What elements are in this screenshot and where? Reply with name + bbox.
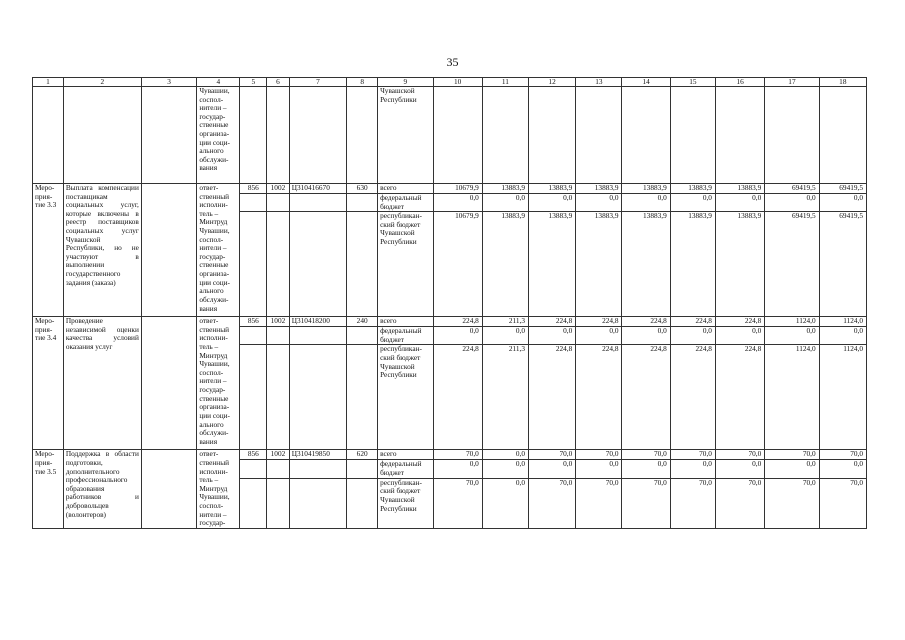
budget-code-empty (347, 194, 378, 212)
amount-cell: 1124,0 (765, 317, 819, 327)
amount-cell: 0,0 (715, 460, 764, 478)
amount-cell: 1124,0 (765, 345, 819, 450)
budget-code-empty (347, 327, 378, 345)
amount-cell: 0,0 (576, 194, 622, 212)
amount-cell: 70,0 (819, 478, 866, 528)
budget-code-empty (289, 460, 347, 478)
activity-executor: ответ- ственный исполни- тель – Минтруд Чувашии, соспол- нители – государ- ственные организа- ции соци- ального обслужи- вания (197, 317, 240, 450)
budget-code-grbs: 856 (240, 450, 267, 460)
amount-cell: 0,0 (622, 327, 670, 345)
amount-cell: 10679,9 (433, 212, 482, 317)
budget-code-empty (347, 345, 378, 450)
amount-cell: 70,0 (765, 450, 819, 460)
amount-cell: 70,0 (433, 478, 482, 528)
column-header: 18 (819, 78, 866, 87)
amount-cell: 211,3 (482, 345, 528, 450)
amount-cell: 13883,9 (715, 184, 764, 194)
activity-name: Меро- прия- тие 3.4 (33, 317, 64, 450)
budget-code-empty (240, 194, 267, 212)
amount-cell: 13883,9 (482, 184, 528, 194)
budget-code-empty (267, 460, 290, 478)
budget-code-empty (347, 460, 378, 478)
amount-cell: 70,0 (765, 478, 819, 528)
amount-cell: 13883,9 (482, 212, 528, 317)
amount-cell: 0,0 (529, 194, 576, 212)
column-header: 15 (670, 78, 715, 87)
column-header: 10 (433, 78, 482, 87)
amount-cell: 13883,9 (670, 212, 715, 317)
column-header: 2 (63, 78, 141, 87)
budget-code-empty (240, 478, 267, 528)
funding-source: федеральный бюджет (378, 327, 433, 345)
amount-cell: 0,0 (433, 327, 482, 345)
amount-cell: 0,0 (433, 194, 482, 212)
amount-cell: 70,0 (576, 478, 622, 528)
amount-cell: 70,0 (576, 450, 622, 460)
column-header: 17 (765, 78, 819, 87)
budget-code-vr: 620 (347, 450, 378, 460)
amount-cell: 0,0 (670, 194, 715, 212)
responsible-empty (141, 184, 196, 317)
column-header: 5 (240, 78, 267, 87)
amount-cell: 224,8 (576, 317, 622, 327)
budget-code-empty (240, 327, 267, 345)
amount-cell: 224,8 (622, 345, 670, 450)
column-header: 8 (347, 78, 378, 87)
budget-code-rzpr: 1002 (267, 450, 290, 460)
funding-source: федеральный бюджет (378, 194, 433, 212)
amount-cell: 224,8 (433, 317, 482, 327)
amount-cell: 0,0 (819, 327, 866, 345)
amount-cell: 13883,9 (576, 184, 622, 194)
amount-cell: 69419,5 (819, 184, 866, 194)
amount-cell: 0,0 (576, 327, 622, 345)
budget-code-empty (289, 345, 347, 450)
amount-cell: 13883,9 (529, 212, 576, 317)
funding-source: республикан- ский бюджет Чувашской Республики (378, 345, 433, 450)
budget-code-empty (240, 212, 267, 317)
budget-code-rzpr: 1002 (267, 184, 290, 194)
amount-cell: 0,0 (765, 327, 819, 345)
amount-cell: 1124,0 (819, 345, 866, 450)
amount-cell: 0,0 (819, 194, 866, 212)
budget-code-empty (347, 212, 378, 317)
amount-cell: 224,8 (670, 317, 715, 327)
amount-cell: 13883,9 (529, 184, 576, 194)
amount-cell: 224,8 (670, 345, 715, 450)
amount-cell: 13883,9 (576, 212, 622, 317)
amount-cell: 0,0 (482, 450, 528, 460)
budget-code-empty (267, 345, 290, 450)
budget-code-csr: Ц310418200 (289, 317, 347, 327)
column-header: 3 (141, 78, 196, 87)
amount-cell: 69419,5 (819, 212, 866, 317)
header-row (33, 78, 867, 87)
budget-code-empty (267, 212, 290, 317)
budget-code-empty (289, 194, 347, 212)
continuation-executor: Чувашии, соспол- нители – государ- ственные организа- ции соци- ального обслужи- вания (197, 87, 240, 184)
activity-row (33, 317, 867, 327)
amount-cell: 70,0 (670, 478, 715, 528)
column-header: 4 (197, 78, 240, 87)
amount-cell: 70,0 (715, 450, 764, 460)
budget-code-grbs: 856 (240, 184, 267, 194)
funding-source: федеральный бюджет (378, 460, 433, 478)
amount-cell: 211,3 (482, 317, 528, 327)
amount-cell: 1124,0 (819, 317, 866, 327)
column-header: 11 (482, 78, 528, 87)
activity-name: Меро- прия- тие 3.5 (33, 450, 64, 528)
amount-cell: 13883,9 (622, 212, 670, 317)
budget-code-empty (289, 478, 347, 528)
amount-cell: 0,0 (482, 194, 528, 212)
activity-row (33, 450, 867, 460)
amount-cell: 70,0 (819, 450, 866, 460)
amount-cell: 0,0 (670, 327, 715, 345)
budget-code-empty (267, 194, 290, 212)
column-header: 16 (715, 78, 764, 87)
funding-source: республикан- ский бюджет Чувашской Республики (378, 212, 433, 317)
amount-cell: 224,8 (529, 345, 576, 450)
amount-cell: 13883,9 (622, 184, 670, 194)
funding-source: всего (378, 184, 433, 194)
amount-cell: 0,0 (715, 327, 764, 345)
amount-cell: 0,0 (576, 460, 622, 478)
activity-executor: ответ- ственный исполни- тель – Минтруд Чувашии, соспол- нители – государ- (197, 450, 240, 528)
budget-code-rzpr: 1002 (267, 317, 290, 327)
amount-cell: 70,0 (622, 450, 670, 460)
column-header: 12 (529, 78, 576, 87)
continuation-row (33, 87, 867, 184)
amount-cell: 69419,5 (765, 184, 819, 194)
amount-cell: 0,0 (529, 460, 576, 478)
amount-cell: 0,0 (765, 194, 819, 212)
amount-cell: 70,0 (622, 478, 670, 528)
amount-cell: 224,8 (529, 317, 576, 327)
budget-code-grbs: 856 (240, 317, 267, 327)
funding-source: всего (378, 450, 433, 460)
activity-title: Выплата компенсации поставщикам социальных услуг, которые включены в реестр поставщиков социальных услуг Чувашской Республики, но не участвуют в выполнении государственного задания (заказа) (63, 184, 141, 317)
amount-cell: 224,8 (433, 345, 482, 450)
column-header: 7 (289, 78, 347, 87)
page-number: 35 (446, 55, 459, 69)
amount-cell: 0,0 (622, 194, 670, 212)
activity-executor: ответ- ственный исполни- тель – Минтруд Чувашии, соспол- нители – государ- ственные организа- ции соци- ального обслужи- вания (197, 184, 240, 317)
amount-cell: 70,0 (529, 450, 576, 460)
budget-code-empty (289, 327, 347, 345)
amount-cell: 13883,9 (670, 184, 715, 194)
budget-code-csr: Ц310416670 (289, 184, 347, 194)
budget-code-empty (267, 478, 290, 528)
activity-name: Меро- прия- тие 3.3 (33, 184, 64, 317)
budget-code-empty (267, 327, 290, 345)
activity-row (33, 184, 867, 194)
amount-cell: 13883,9 (715, 212, 764, 317)
amount-cell: 69419,5 (765, 212, 819, 317)
amount-cell: 10679,9 (433, 184, 482, 194)
budget-code-empty (240, 460, 267, 478)
column-header: 14 (622, 78, 670, 87)
responsible-empty (141, 317, 196, 450)
amount-cell: 0,0 (529, 327, 576, 345)
amount-cell: 224,8 (715, 317, 764, 327)
amount-cell: 0,0 (670, 460, 715, 478)
amount-cell: 224,8 (576, 345, 622, 450)
responsible-empty (141, 450, 196, 528)
budget-code-empty (240, 345, 267, 450)
amount-cell: 70,0 (433, 450, 482, 460)
funding-source: республикан- ский бюджет Чувашской Республики (378, 478, 433, 528)
amount-cell: 0,0 (622, 460, 670, 478)
amount-cell: 70,0 (715, 478, 764, 528)
column-header: 9 (378, 78, 433, 87)
activity-title: Поддержка в области подготовки, дополнительного профессионального образования работников и добровольцев (волонтеров) (63, 450, 141, 528)
activity-title: Проведение независимой оценки качества условий оказания услуг (63, 317, 141, 450)
budget-code-empty (289, 212, 347, 317)
amount-cell: 0,0 (482, 327, 528, 345)
amount-cell: 70,0 (670, 450, 715, 460)
amount-cell: 224,8 (715, 345, 764, 450)
amount-cell: 0,0 (819, 460, 866, 478)
continuation-source: Чувашской Республики (378, 87, 433, 184)
budget-code-vr: 240 (347, 317, 378, 327)
budget-code-vr: 630 (347, 184, 378, 194)
column-header: 13 (576, 78, 622, 87)
funding-source: всего (378, 317, 433, 327)
amount-cell: 0,0 (482, 478, 528, 528)
amount-cell: 0,0 (433, 460, 482, 478)
budget-code-csr: Ц310419850 (289, 450, 347, 460)
column-header: 1 (33, 78, 64, 87)
amount-cell: 0,0 (482, 460, 528, 478)
amount-cell: 70,0 (529, 478, 576, 528)
program-table (32, 77, 867, 529)
amount-cell: 224,8 (622, 317, 670, 327)
column-header: 6 (267, 78, 290, 87)
amount-cell: 0,0 (715, 194, 764, 212)
amount-cell: 0,0 (765, 460, 819, 478)
budget-code-empty (347, 478, 378, 528)
